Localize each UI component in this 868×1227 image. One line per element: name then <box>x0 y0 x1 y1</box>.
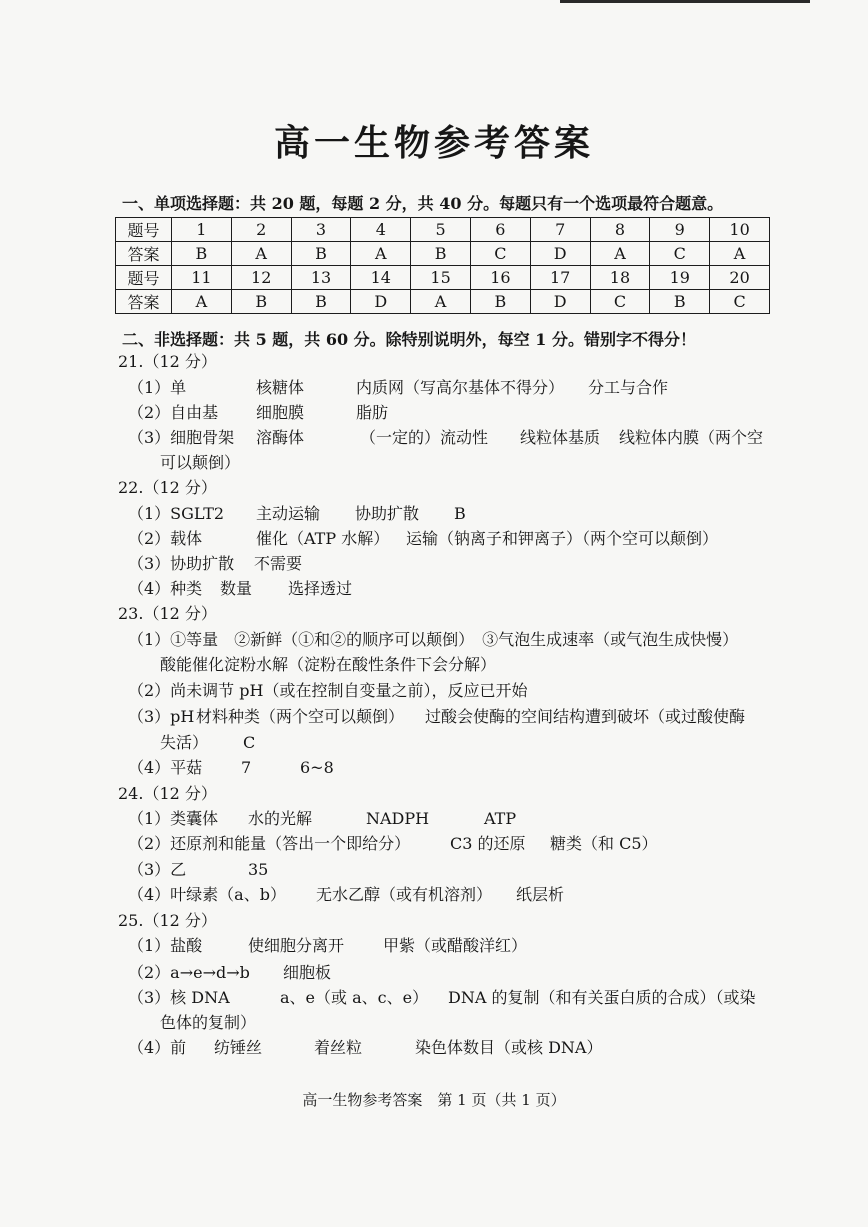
answer-cell: C <box>710 290 770 314</box>
question-number-cell: 4 <box>351 218 411 242</box>
answer-text: （1）类囊体 <box>128 809 219 828</box>
answer-cell: A <box>411 290 471 314</box>
answer-text: 7 <box>241 758 252 777</box>
answer-text: （一定的）流动性 <box>360 428 489 447</box>
answer-cell: C <box>650 242 710 266</box>
answer-text: 水的光解 <box>248 809 313 828</box>
answer-text: 运输（钠离子和钾离子）（两个空可以颠倒） <box>406 529 719 548</box>
answer-text: 分工与合作 <box>588 378 669 397</box>
question-number-cell: 2 <box>231 218 291 242</box>
question-number-cell: 16 <box>470 266 530 290</box>
answer-text: 协助扩散 <box>355 504 420 523</box>
question-number-cell: 6 <box>470 218 530 242</box>
answer-cell: A <box>172 290 232 314</box>
answer-text: 过酸会使酶的空间结构遭到破坏（或过酸使酶 <box>425 707 746 726</box>
answer-text: 纸层析 <box>516 885 565 904</box>
question-number-cell: 19 <box>650 266 710 290</box>
page-title: 高一生物参考答案 <box>273 122 594 164</box>
answer-row <box>116 290 770 314</box>
answer-text: 线粒体基质 <box>520 428 601 447</box>
answer-text: （4）平菇 <box>128 758 203 777</box>
answer-text: （3）细胞骨架 <box>128 428 235 447</box>
answer-cell: D <box>530 242 590 266</box>
answer-cell: B <box>291 242 351 266</box>
answer-text: 糖类（和 C5） <box>550 834 658 853</box>
answer-text: NADPH <box>366 809 430 828</box>
answer-text: a、e（或 a、c、e） <box>280 988 429 1007</box>
top-rule <box>560 0 810 3</box>
answer-text: 核糖体 <box>256 378 305 397</box>
question-number-cell: 1 <box>172 218 232 242</box>
answer-text: 23.（12 分） <box>118 604 217 623</box>
question-number-cell: 14 <box>351 266 411 290</box>
answer-cell: B <box>172 242 232 266</box>
answer-text: （1）单 <box>128 378 187 397</box>
answer-text: （1）盐酸 <box>128 936 203 955</box>
answer-text: DNA 的复制（和有关蛋白质的合成）（或染 <box>448 988 756 1007</box>
answer-cell: A <box>351 242 411 266</box>
answer-text: 使细胞分离开 <box>248 936 345 955</box>
question-number-cell: 11 <box>172 266 232 290</box>
answer-cell: C <box>590 290 650 314</box>
answer-cell: B <box>470 290 530 314</box>
answer-text: （2）尚未调节 pH（或在控制自变量之前），反应已开始 <box>128 681 528 700</box>
answer-text: 失活） <box>160 733 209 752</box>
answer-text: C3 的还原 <box>450 834 526 853</box>
answer-text: （1）①等量 ②新鲜（①和②的顺序可以颠倒） ③气泡生成速率（或气泡生成快慢） <box>128 630 739 649</box>
answer-cell: B <box>231 290 291 314</box>
answer-text: （4）前 <box>128 1038 187 1057</box>
answer-text: 35 <box>248 860 269 879</box>
question-number-cell: 3 <box>291 218 351 242</box>
question-number-cell: 5 <box>411 218 471 242</box>
answer-text: 细胞板 <box>283 963 332 982</box>
answer-text: 线粒体内膜（两个空 <box>619 428 764 447</box>
section-heading-choice: 一、单项选择题：共 20 题，每题 2 分，共 40 分。每题只有一个选项最符合题意。 <box>122 194 724 213</box>
question-number-cell: 9 <box>650 218 710 242</box>
answer-text: 24.（12 分） <box>118 784 217 803</box>
row-label: 答案 <box>116 290 172 314</box>
answer-text: C <box>243 733 256 752</box>
answer-text: 细胞膜 <box>256 403 305 422</box>
question-number-cell: 12 <box>231 266 291 290</box>
answer-text: 无水乙醇（或有机溶剂） <box>316 885 493 904</box>
answer-text: 酸能催化淀粉水解（淀粉在酸性条件下会分解） <box>160 655 497 674</box>
answer-cell: C <box>470 242 530 266</box>
question-number-cell: 8 <box>590 218 650 242</box>
answer-cell: B <box>650 290 710 314</box>
section-heading-nonchoice: 二、非选择题：共 5 题，共 60 分。除特别说明外，每空 1 分。错别字不得分！ <box>122 330 696 349</box>
answer-text: ATP <box>484 809 517 828</box>
question-number-row <box>116 266 770 290</box>
row-label: 题号 <box>116 266 172 290</box>
question-number-row <box>116 218 770 242</box>
answer-text: 着丝粒 <box>314 1038 363 1057</box>
answer-text: 溶酶体 <box>256 428 305 447</box>
answer-text: （2）自由基 <box>128 403 219 422</box>
answer-text: 甲紫（或醋酸洋红） <box>383 936 528 955</box>
question-number-cell: 10 <box>710 218 770 242</box>
answer-text: （3）核 DNA <box>128 988 230 1007</box>
answer-row <box>116 242 770 266</box>
question-number-cell: 18 <box>590 266 650 290</box>
answer-text: B <box>454 504 466 523</box>
answer-text: （2）还原剂和能量（答出一个即给分） <box>128 834 411 853</box>
answer-text: 数量 <box>220 579 253 598</box>
row-label: 题号 <box>116 218 172 242</box>
answer-text: 脂肪 <box>356 403 389 422</box>
answer-text: （1）SGLT2 <box>128 504 225 523</box>
answer-text: 内质网（写高尔基体不得分） <box>356 378 565 397</box>
answer-cell: D <box>530 290 590 314</box>
answer-text: 材料种类（两个空可以颠倒） <box>196 707 405 726</box>
answer-cell: B <box>291 290 351 314</box>
answer-table <box>115 217 770 314</box>
question-number-cell: 7 <box>530 218 590 242</box>
page-footer: 高一生物参考答案 第 1 页（共 1 页） <box>302 1091 566 1109</box>
answer-text: 催化（ATP 水解） <box>256 529 390 548</box>
answer-text: 选择透过 <box>288 579 353 598</box>
row-label: 答案 <box>116 242 172 266</box>
answer-text: 染色体数目（或核 DNA） <box>415 1038 603 1057</box>
answer-text: 不需要 <box>254 554 303 573</box>
answer-cell: A <box>710 242 770 266</box>
question-number-cell: 20 <box>710 266 770 290</box>
answer-text: （3）pH <box>128 707 195 726</box>
answer-cell: B <box>411 242 471 266</box>
question-number-cell: 17 <box>530 266 590 290</box>
question-number-cell: 15 <box>411 266 471 290</box>
answer-text: （4）叶绿素（a、b） <box>128 885 286 904</box>
question-number-cell: 13 <box>291 266 351 290</box>
answer-cell: D <box>351 290 411 314</box>
answer-text: （3）乙 <box>128 860 187 879</box>
answer-text: （3）协助扩散 <box>128 554 235 573</box>
answer-text: （4）种类 <box>128 579 203 598</box>
answer-text: 22.（12 分） <box>118 478 217 497</box>
answer-text: 色体的复制） <box>160 1013 257 1032</box>
answer-text: 21.（12 分） <box>118 352 217 371</box>
answer-cell: A <box>231 242 291 266</box>
answer-text: 主动运输 <box>256 504 321 523</box>
answer-text: 可以颠倒） <box>160 453 241 472</box>
answer-text: 25.（12 分） <box>118 911 217 930</box>
answer-text: （2）载体 <box>128 529 203 548</box>
answer-text: （2）a→e→d→b <box>128 963 250 982</box>
answer-text: 6~8 <box>300 758 334 777</box>
answer-cell: A <box>590 242 650 266</box>
answer-text: 纺锤丝 <box>214 1038 263 1057</box>
